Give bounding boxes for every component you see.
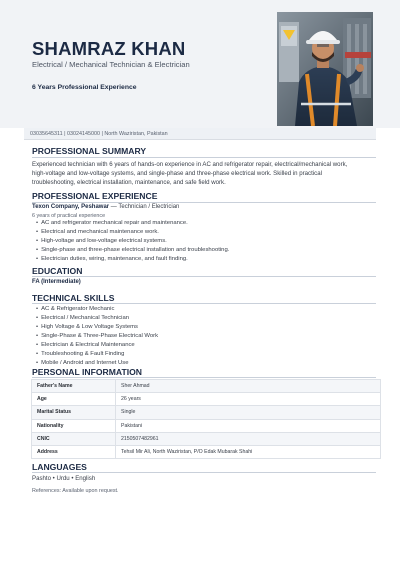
list-item: • AC and refrigerator mechanical repair and maintenance. [36, 219, 229, 228]
personal-heading: PERSONAL INFORMATION [32, 367, 142, 377]
list-item: • Single-Phase & Three-Phase Electrical Work [36, 332, 158, 341]
skills-divider [32, 303, 376, 304]
technician-photo-illustration [277, 12, 373, 126]
education-divider [32, 276, 376, 277]
list-item: • High Voltage & Low Voltage Systems [36, 323, 158, 332]
personal-info-table [31, 379, 381, 459]
experience-duration: 6 years of practical experience [32, 213, 106, 219]
summary-text [32, 160, 377, 187]
info-value: Pakistani [116, 419, 381, 432]
list-item: • AC & Refrigerator Mechanic [36, 305, 158, 314]
contact-bar: 03035645311 | 03024145000 | North Waziristan, Pakistan [24, 128, 376, 140]
info-value: Tehsil Mir Ali, North Waziristan, P/O Edak Mubarak Shahi [116, 445, 381, 458]
personal-divider [32, 377, 376, 378]
summary-line: troubleshooting, electrical installation, maintenance, and safe field work. [32, 179, 226, 186]
list-item: • Single-phase and three-phase electrical installation and troubleshooting. [36, 246, 229, 255]
summary-divider [32, 157, 376, 158]
table-row [32, 393, 381, 406]
list-item: • High-voltage and low-voltage electrical systems. [36, 237, 229, 246]
profile-photo [277, 12, 373, 126]
languages-heading: LANGUAGES [32, 462, 87, 472]
experience-years: 6 Years Professional Experience [32, 84, 137, 91]
info-value: Sher Ahmad [116, 380, 381, 393]
info-key: Father's Name [32, 380, 116, 393]
degree-name: FA (Intermediate) [32, 279, 81, 285]
info-key: Age [32, 393, 116, 406]
list-item: • Electrical / Mechanical Technician [36, 314, 158, 323]
candidate-name: SHAMRAZ KHAN [32, 38, 186, 59]
list-item: • Electrical and mechanical maintenance work. [36, 228, 229, 237]
summary-line: high-voltage and low-voltage systems, and single-phase and three-phase electrical work. Skilled in practical [32, 170, 322, 177]
table-row [32, 406, 381, 419]
table-row [32, 419, 381, 432]
info-key: Nationality [32, 419, 116, 432]
table-row [32, 380, 381, 393]
experience-divider [32, 202, 376, 203]
languages-list: Pashto • Urdu • English [32, 475, 96, 482]
info-key: Address [32, 445, 116, 458]
list-item: • Troubleshooting & Fault Finding [36, 350, 158, 359]
list-item: • Electrician duties, wiring, maintenance, and fault finding. [36, 255, 229, 264]
education-degree [32, 279, 81, 285]
references-note: References: Available upon request. [32, 488, 119, 494]
list-item: • Mobile / Android and Internet Use [36, 359, 158, 368]
job-position: — Technician / Electrician [109, 204, 180, 210]
company-name: Texon Company, Peshawar [32, 204, 110, 210]
info-key: Marital Status [32, 406, 116, 419]
candidate-role: Electrical / Mechanical Technician & Electrician [32, 60, 190, 69]
skills-list [36, 305, 158, 368]
experience-company-line [32, 204, 179, 210]
info-value: 26 years [116, 393, 381, 406]
summary-line: Experienced technician with 6 years of hands-on experience in AC and refrigerator repair, electrical/mechanical work, [32, 161, 348, 168]
skills-heading: TECHNICAL SKILLS [32, 293, 115, 303]
info-value: Single [116, 406, 381, 419]
info-key: CNIC [32, 432, 116, 445]
languages-divider [32, 472, 376, 473]
experience-list [36, 219, 229, 264]
info-value: 2150507482961 [116, 432, 381, 445]
table-row [32, 432, 381, 445]
education-heading: EDUCATION [32, 266, 83, 276]
summary-heading: PROFESSIONAL SUMMARY [32, 146, 147, 156]
list-item: • Electrician & Electrical Maintenance [36, 341, 158, 350]
table-row [32, 445, 381, 458]
experience-heading: PROFESSIONAL EXPERIENCE [32, 191, 158, 201]
